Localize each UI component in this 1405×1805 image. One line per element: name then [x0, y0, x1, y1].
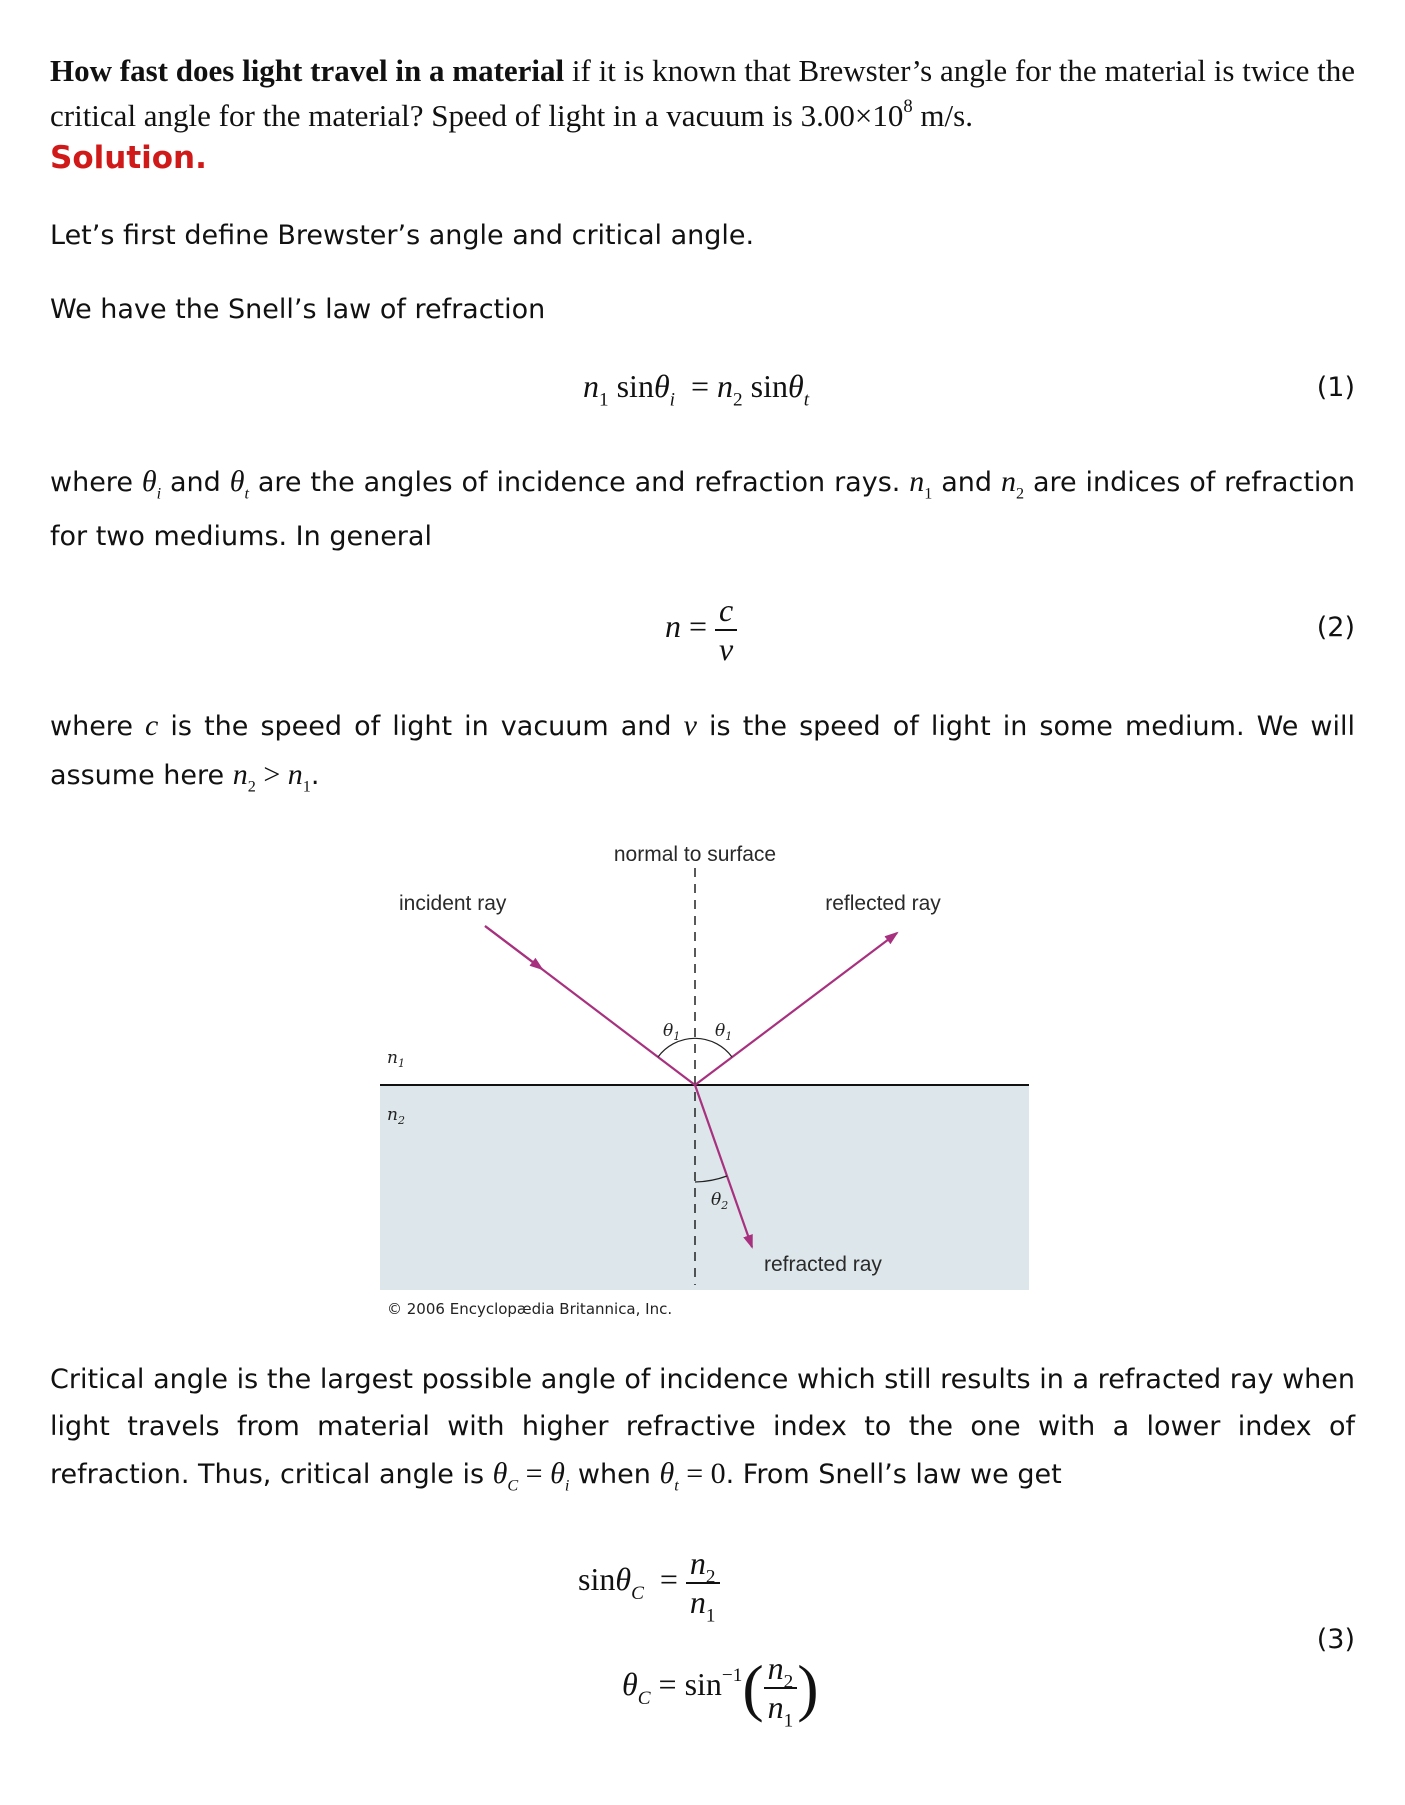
theta1-left-label: $\theta_1$ — [663, 1021, 681, 1043]
problem-bold: How fast does light travel in a material — [50, 53, 565, 88]
paragraph-speed: where c is the speed of light in vacuum and v is the speed of light in some medium. We will assume here $n_2 > n_1$. — [50, 709, 1356, 796]
speed-value: $3.00\times 10^8$ — [800, 96, 913, 133]
paragraph-snell-intro: We have the Snell’s law of refraction — [50, 294, 546, 325]
equation-number-3: (3) — [1316, 1624, 1355, 1655]
equation-number-2: (2) — [1316, 612, 1355, 643]
paragraph-define: Let’s first define Brewster’s angle and critical angle. — [50, 220, 755, 251]
solution-heading: Solution. — [50, 140, 207, 176]
equation-snell: $n_1$ $\sin\theta_i = n_2$ sinθ$_t$ — [583, 368, 810, 411]
equation-index: n = $\frac{c}{v}$ — [665, 592, 737, 668]
medium-n2-region — [380, 1085, 1029, 1290]
problem-text: if it is known that Brewster’s angle for the material is twice the critical angle for the material? Speed of light in a vacuum is — [50, 53, 1355, 133]
incident-arrow — [485, 926, 542, 969]
reflected-ray — [695, 933, 897, 1085]
problem-statement — [50, 48, 1355, 138]
equation-critical-sine: sinθ$_C$ = $\frac{n_2}{n_1}$ — [578, 1545, 720, 1621]
incident-label: incident ray — [399, 892, 507, 915]
speed-unit: m/s. — [912, 98, 973, 133]
normal-label: normal to surface — [613, 843, 777, 866]
equation-number-1: (1) — [1316, 372, 1355, 403]
n2-label: $n_2$ — [387, 1105, 405, 1127]
equation-critical-angle: $\theta_C = \sin^{-1}$( $\frac{n_2}{n_1}$ ) — [622, 1650, 819, 1732]
paragraph-critical-angle: Critical angle is the largest possible angle of incidence which still results in a refracted ray when light travels from material with higher refractive index to the one with a lower index of refraction. Thus, critical angle is $\theta_C = \theta_i$ when $\theta_t = 0$. From Snell’s law we get — [50, 1364, 1355, 1495]
paragraph-angles: where $\theta_i$ and $\theta_t$ are the angles of incidence and refraction rays. $n_1$ and $n_2$ are indices of refraction for two mediums. In general — [50, 465, 1355, 552]
n1-label: $n_1$ — [387, 1048, 405, 1070]
reflected-label: reflected ray — [825, 892, 941, 915]
refracted-label: refracted ray — [764, 1253, 882, 1276]
theta1-right-label: $\theta_1$ — [715, 1021, 733, 1043]
refraction-diagram — [375, 830, 1035, 1330]
figure-copyright: © 2006 Encyclopædia Britannica, Inc. — [387, 1300, 673, 1318]
theta2-label: $\theta_2$ — [711, 1190, 729, 1212]
